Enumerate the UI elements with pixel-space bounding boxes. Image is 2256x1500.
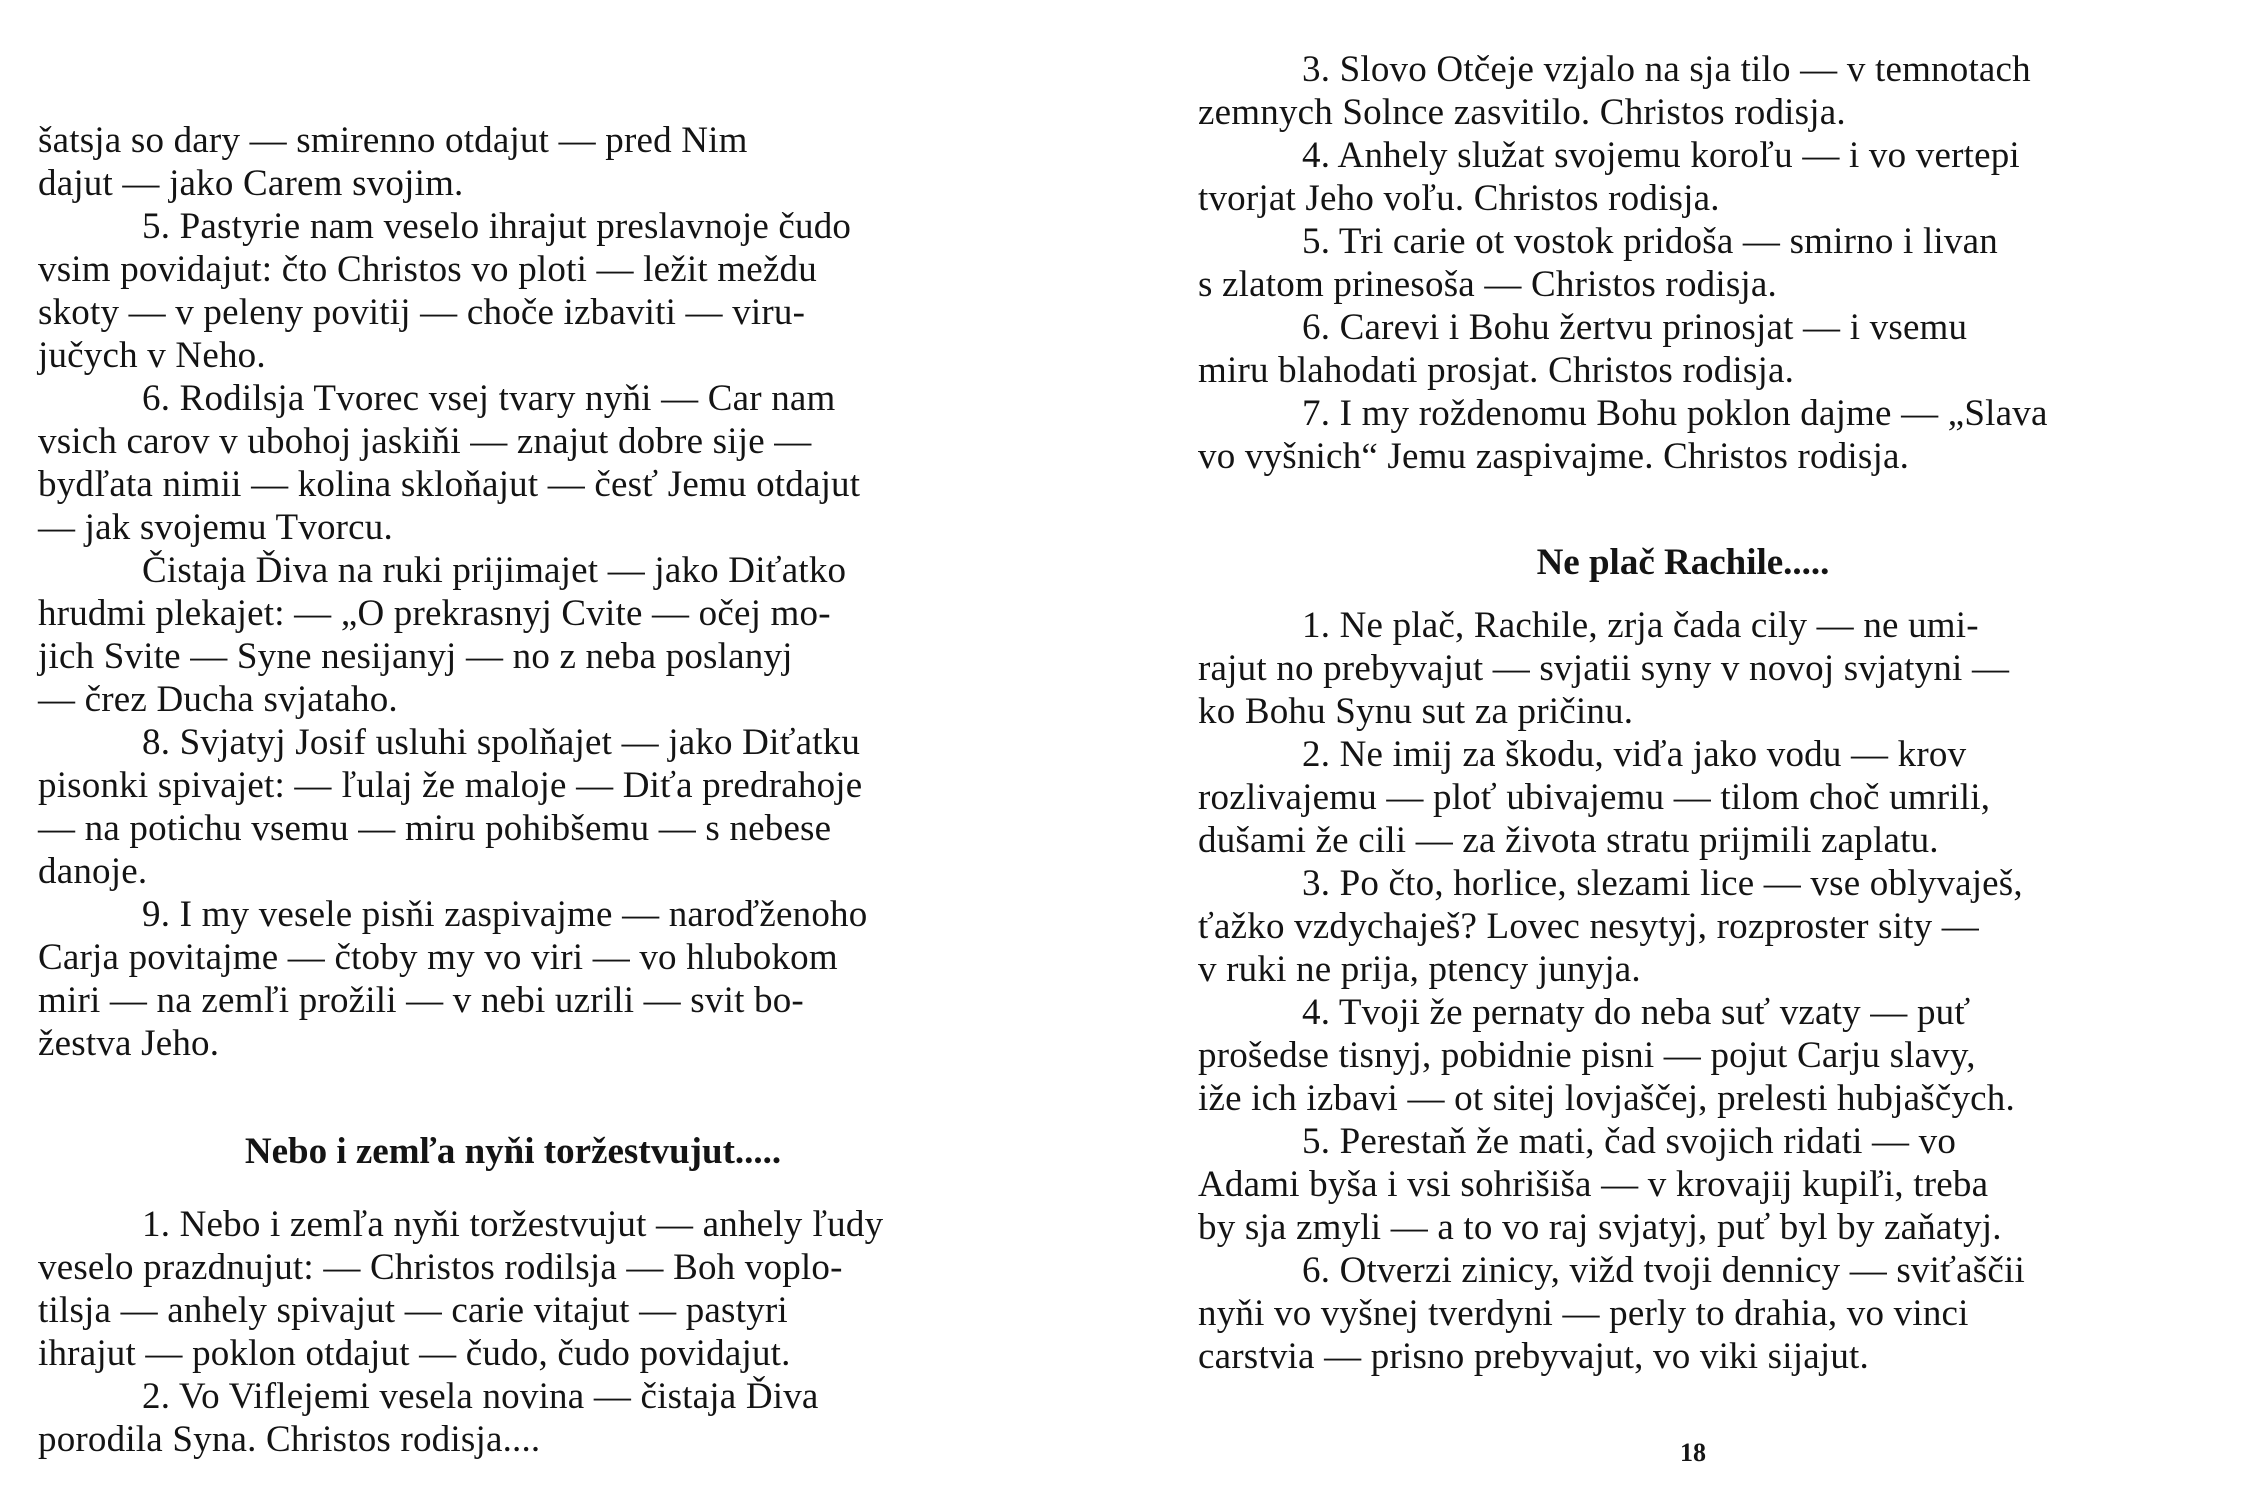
text-line: 5. Perestaň že mati, čad svojich ridati — vo	[1302, 1121, 1957, 1162]
text-line: miru blahodati prosjat. Christos rodisja.	[1198, 350, 1795, 391]
text-line: rozlivajemu — ploť ubivajemu — tilom choč umrili,	[1198, 777, 1991, 818]
text-line: ihrajut — poklon otdajut — čudo, čudo povidajut.	[38, 1333, 791, 1374]
text-line: ko Bohu Synu sut za pričinu.	[1198, 691, 1634, 732]
text-line: vsich carov v ubohoj jaskiňi — znajut dobre sije —	[38, 421, 812, 462]
text-line: miri — na zemľi prožili — v nebi uzrili — svit bo-	[38, 980, 804, 1021]
right-top-text	[1198, 48, 2228, 478]
right-page	[1198, 0, 2228, 1500]
text-line: zemnych Solnce zasvitilo. Christos rodisja.	[1198, 92, 1846, 133]
text-line: 6. Otverzi zinicy, vižd tvoji dennicy — sviťaščii	[1302, 1250, 2025, 1291]
text-line: 4. Anhely služat svojemu koroľu — i vo vertepi	[1302, 135, 2020, 176]
text-line: jich Svite — Syne nesijanyj — no z neba poslanyj	[38, 636, 793, 677]
text-line: 3. Slovo Otčeje vzjalo na sja tilo — v temnotach	[1302, 49, 2031, 90]
text-line: 2. Vo Viflejemi vesela novina — čistaja Ďiva	[142, 1376, 819, 1417]
right-bottom-text	[1198, 604, 2228, 1378]
text-line: 6. Rodilsja Tvorec vsej tvary nyňi — Car nam	[142, 378, 836, 419]
text-line: 5. Tri carie ot vostok pridoša — smirno i livan	[1302, 221, 1998, 262]
left-page	[38, 0, 1068, 1500]
text-line: 2. Ne imij za škodu, viďa jako vodu — krov	[1302, 734, 1967, 775]
text-line: 5. Pastyrie nam veselo ihrajut preslavnoje čudo	[142, 206, 852, 247]
text-line: Carja povitajme — čtoby my vo viri — vo hlubokom	[38, 937, 838, 978]
text-line: 3. Po čto, horlice, slezami lice — vse oblyvaješ,	[1302, 863, 2023, 904]
text-line: dušami že cili — za života stratu prijmili zaplatu.	[1198, 820, 1939, 861]
text-line: vsim povidajut: čto Christos vo ploti — ležit meždu	[38, 249, 817, 290]
text-line: 6. Carevi i Bohu žertvu prinosjat — i vsemu	[1302, 307, 1968, 348]
text-line: bydľata nimii — kolina skloňajut — česť Jemu otdajut	[38, 464, 861, 505]
left-bottom-text	[38, 1203, 1068, 1461]
text-line: 7. I my roždenomu Bohu poklon dajme — „Slava	[1302, 393, 2048, 434]
left-top-text	[38, 119, 1068, 1065]
text-line: iže ich izbavi — ot sitej lovjaščej, prelesti hubjaščych.	[1198, 1078, 2015, 1119]
text-line: tilsja — anhely spivajut — carie vitajut — pastyri	[38, 1290, 788, 1331]
text-line: danoje.	[38, 851, 148, 892]
text-line: Adami byša i vsi sohrišiša — v krovajij kupiľi, treba	[1198, 1164, 1989, 1205]
text-line: — črez Ducha svjataho.	[38, 679, 398, 720]
text-line: 1. Ne plač, Rachile, zrja čada cily — ne umi-	[1302, 605, 1979, 646]
text-line: tvorjat Jeho voľu. Christos rodisja.	[1198, 178, 1720, 219]
song-heading: Ne plač Rachile.....	[1536, 542, 1830, 583]
song-heading: Nebo i zemľa nyňi toržestvujut.....	[244, 1131, 782, 1172]
text-line: 1. Nebo i zemľa nyňi toržestvujut — anhely ľudy	[142, 1204, 884, 1245]
text-line: carstvia — prisno prebyvajut, vo viki sijajut.	[1198, 1336, 1869, 1377]
text-line: ťažko vzdychaješ? Lovec nesytyj, rozproster sity —	[1198, 906, 1979, 947]
text-line: — jak svojemu Tvorcu.	[38, 507, 393, 548]
text-line: prošedse tisnyj, pobidnie pisni — pojut Carju slavy,	[1198, 1035, 1976, 1076]
text-line: skoty — v peleny povitij — choče izbaviti — viru-	[38, 292, 806, 333]
text-line: Čistaja Ďiva na ruki prijimajet — jako Diťatko	[142, 550, 847, 591]
text-line: šatsja so dary — smirenno otdajut — pred Nim	[38, 120, 748, 161]
text-line: v ruki ne prija, ptency junyja.	[1198, 949, 1641, 990]
text-line: hrudmi plekajet: — „O prekrasnyj Cvite — očej mo-	[38, 593, 831, 634]
text-line: pisonki spivajet: — ľulaj že maloje — Diťa predrahoje	[38, 765, 863, 806]
text-line: by sja zmyli — a to vo raj svjatyj, puť byl by zaňatyj.	[1198, 1207, 2002, 1248]
text-line: rajut no prebyvajut — svjatii syny v novoj svjatyni —	[1198, 648, 2010, 689]
text-line: 4. Tvoji že pernaty do neba suť vzaty — puť	[1302, 992, 1971, 1033]
text-line: veselo prazdnujut: — Christos rodilsja — Boh voplo-	[38, 1247, 843, 1288]
page-number: 18	[1680, 1438, 1706, 1467]
text-line: — na potichu vsemu — miru pohibšemu — s nebese	[38, 808, 832, 849]
text-line: 9. I my vesele pisňi zaspivajme — naroďženoho	[142, 894, 868, 935]
text-line: porodila Syna. Christos rodisja....	[38, 1419, 541, 1460]
text-line: žestva Jeho.	[38, 1023, 220, 1064]
text-line: 8. Svjatyj Josif usluhi spolňajet — jako Diťatku	[142, 722, 861, 763]
text-line: s zlatom prinesoša — Christos rodisja.	[1198, 264, 1777, 305]
text-line: vo vyšnich“ Jemu zaspivajme. Christos rodisja.	[1198, 436, 1910, 477]
text-line: jučych v Neho.	[38, 335, 266, 376]
text-line: dajut — jako Carem svojim.	[38, 163, 464, 204]
text-line: nyňi vo vyšnej tverdyni — perly to drahia, vo vinci	[1198, 1293, 1969, 1334]
